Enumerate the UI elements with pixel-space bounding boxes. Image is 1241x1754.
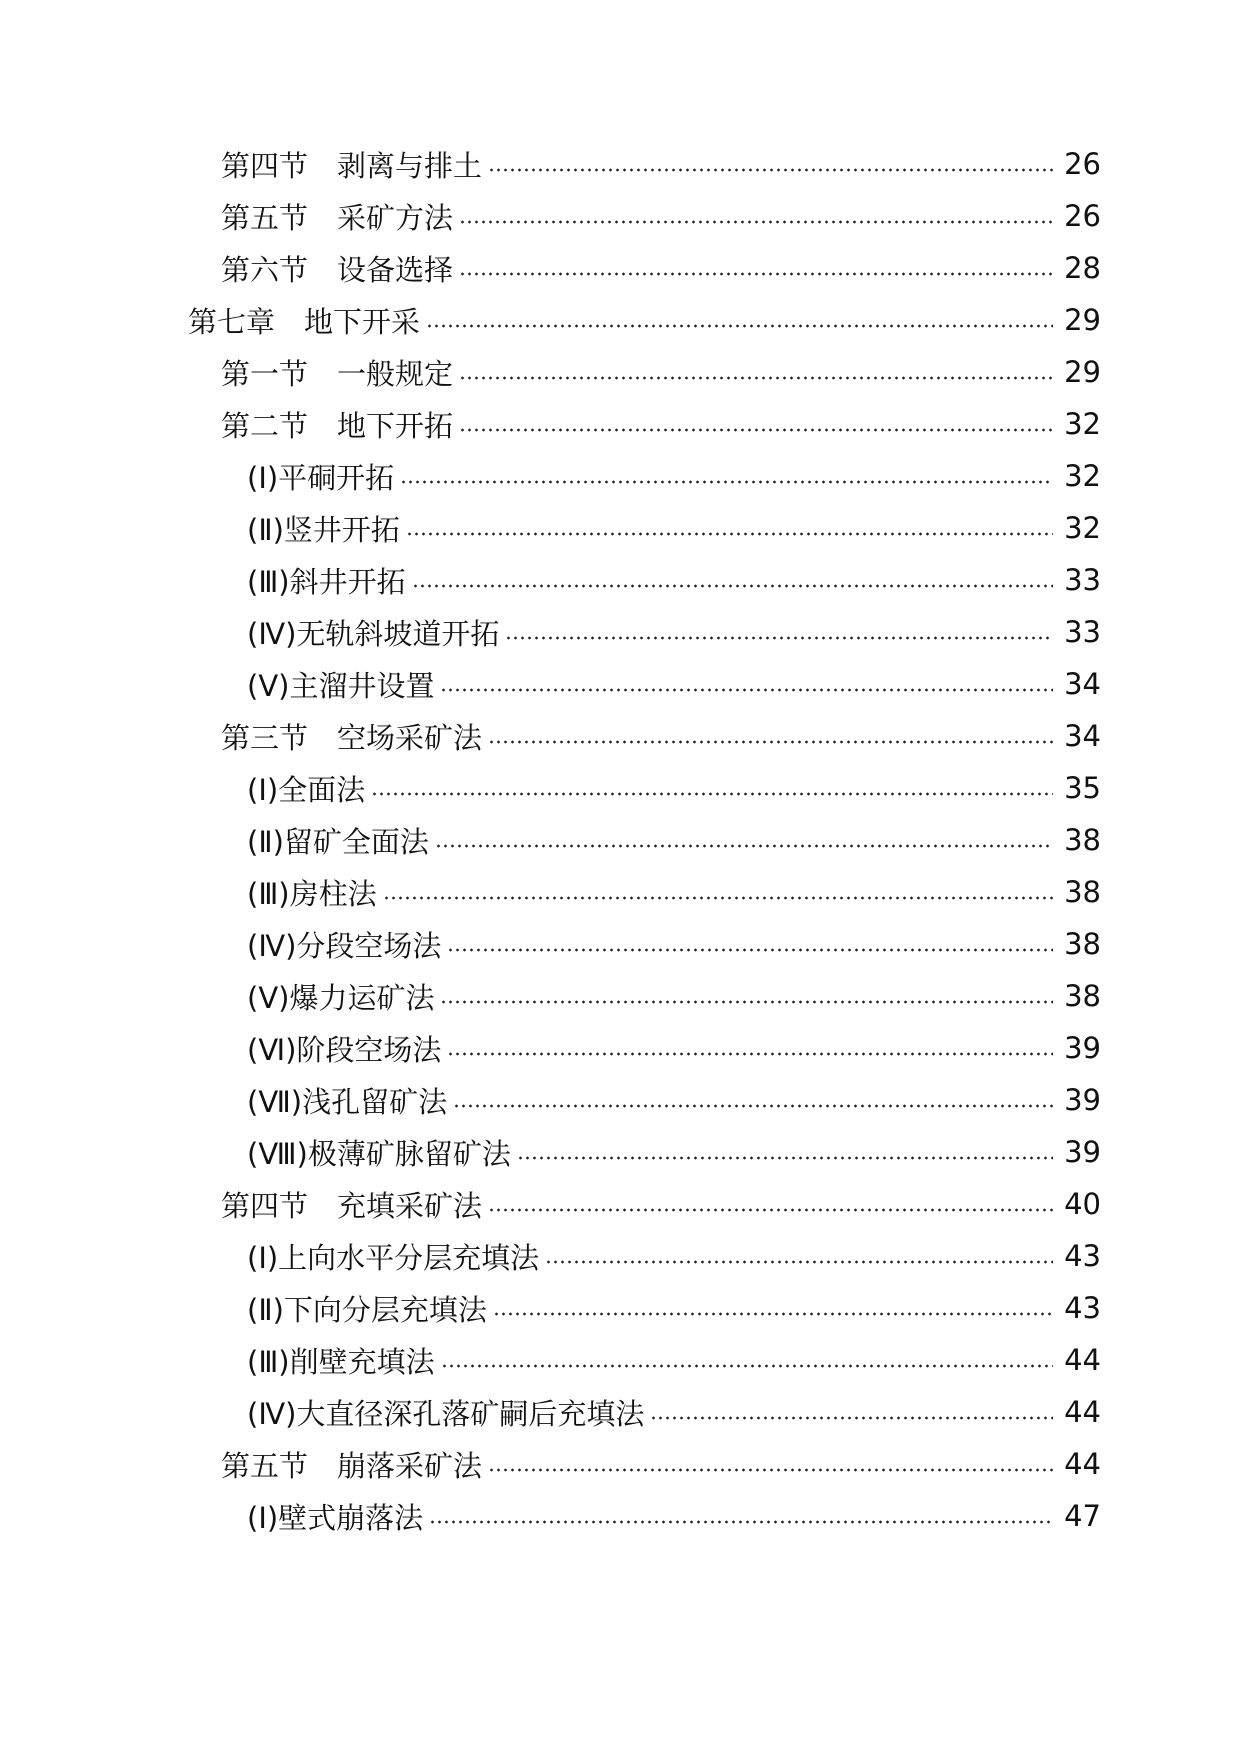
dot-leader — [412, 584, 1053, 588]
toc-entry-page-number: 32 — [1064, 459, 1101, 493]
toc-entry-title: (Ⅷ)极薄矿脉留矿法 — [247, 1136, 511, 1171]
toc-entry-title: (Ⅳ)大直径深孔落矿嗣后充填法 — [247, 1396, 645, 1431]
toc-entry-sub[interactable] — [0, 866, 1241, 918]
dot-leader — [447, 948, 1053, 952]
toc-entry-page-number: 33 — [1064, 615, 1101, 649]
dot-leader — [453, 1104, 1053, 1108]
toc-entry-page-number: 26 — [1064, 147, 1101, 181]
toc-entry-section[interactable] — [0, 138, 1241, 190]
toc-entry-page-number: 34 — [1064, 719, 1101, 753]
dot-leader — [488, 168, 1053, 172]
toc-entry-section[interactable] — [0, 1438, 1241, 1490]
dot-leader — [447, 1052, 1053, 1056]
toc-entry-title: (Ⅱ)竖井开拓 — [247, 512, 400, 547]
toc-entry-title: (Ⅱ)下向分层充填法 — [247, 1292, 487, 1327]
toc-entry-section[interactable] — [0, 398, 1241, 450]
dot-leader — [493, 1312, 1053, 1316]
toc-entry-sub[interactable] — [0, 918, 1241, 970]
toc-entry-sub[interactable] — [0, 554, 1241, 606]
toc-entry-page-number: 34 — [1064, 667, 1101, 701]
toc-entry-title: (Ⅲ)斜井开拓 — [247, 564, 406, 599]
toc-entry-page-number: 38 — [1064, 927, 1101, 961]
toc-entry-sub[interactable] — [0, 1126, 1241, 1178]
dot-leader — [429, 1520, 1053, 1524]
dot-leader — [459, 272, 1053, 276]
toc-entry-sub[interactable] — [0, 1074, 1241, 1126]
dot-leader — [406, 532, 1053, 536]
toc-entry-title: (Ⅲ)削壁充填法 — [247, 1344, 435, 1379]
dot-leader — [459, 376, 1053, 380]
toc-entry-title: 第三节 空场采矿法 — [221, 720, 483, 755]
dot-leader — [488, 1208, 1053, 1212]
dot-leader — [459, 428, 1053, 432]
dot-leader — [426, 324, 1053, 328]
toc-entry-page-number: 40 — [1064, 1187, 1101, 1221]
dot-leader — [545, 1260, 1053, 1264]
toc-entry-page-number: 32 — [1064, 511, 1101, 545]
toc-entry-title: 第七章 地下开采 — [188, 304, 421, 339]
toc-entry-page-number: 26 — [1064, 199, 1101, 233]
toc-entry-sub[interactable] — [0, 970, 1241, 1022]
toc-entry-title: (Ⅱ)留矿全面法 — [247, 824, 429, 859]
toc-entry-page-number: 32 — [1064, 407, 1101, 441]
toc-entry-sub[interactable] — [0, 1490, 1241, 1542]
toc-entry-title: (Ⅰ)上向水平分层充填法 — [247, 1240, 540, 1275]
toc-entry-page-number: 44 — [1064, 1395, 1101, 1429]
toc-entry-page-number: 39 — [1064, 1083, 1101, 1117]
toc-entry-title: (Ⅵ)阶段空场法 — [247, 1032, 442, 1067]
toc-entry-page-number: 47 — [1064, 1499, 1101, 1533]
toc-entry-page-number: 29 — [1064, 303, 1101, 337]
dot-leader — [440, 1000, 1053, 1004]
toc-entry-sub[interactable] — [0, 1282, 1241, 1334]
toc-entry-title: 第四节 充填采矿法 — [221, 1188, 483, 1223]
toc-entry-section[interactable] — [0, 190, 1241, 242]
dot-leader — [505, 636, 1053, 640]
dot-leader — [371, 792, 1053, 796]
toc-entry-title: 第五节 采矿方法 — [221, 200, 454, 235]
toc-entry-page-number: 38 — [1064, 875, 1101, 909]
toc-entry-page-number: 43 — [1064, 1239, 1101, 1273]
toc-entry-page-number: 44 — [1064, 1343, 1101, 1377]
toc-entry-page-number: 39 — [1064, 1135, 1101, 1169]
toc-entry-section[interactable] — [0, 346, 1241, 398]
toc-entry-title: 第一节 一般规定 — [221, 356, 454, 391]
toc-entry-title: (Ⅰ)壁式崩落法 — [247, 1500, 424, 1535]
toc-entry-title: (Ⅶ)浅孔留矿法 — [247, 1084, 448, 1119]
dot-leader — [383, 896, 1053, 900]
toc-entry-page-number: 29 — [1064, 355, 1101, 389]
toc-entry-sub[interactable] — [0, 814, 1241, 866]
toc-entry-page-number: 38 — [1064, 823, 1101, 857]
toc-entry-sub[interactable] — [0, 1022, 1241, 1074]
toc-entry-chapter[interactable] — [0, 294, 1241, 346]
dot-leader — [517, 1156, 1053, 1160]
toc-entry-page-number: 38 — [1064, 979, 1101, 1013]
toc-entry-page-number: 33 — [1064, 563, 1101, 597]
toc-entry-page-number: 35 — [1064, 771, 1101, 805]
dot-leader — [488, 740, 1053, 744]
toc-entry-title: (Ⅰ)全面法 — [247, 772, 366, 807]
toc-entry-sub[interactable] — [0, 606, 1241, 658]
toc-entry-title: 第五节 崩落采矿法 — [221, 1448, 483, 1483]
toc-entry-sub[interactable] — [0, 502, 1241, 554]
dot-leader — [440, 688, 1053, 692]
toc-entry-section[interactable] — [0, 710, 1241, 762]
toc-entry-page-number: 28 — [1064, 251, 1101, 285]
toc-entry-title: (Ⅰ)平硐开拓 — [247, 460, 395, 495]
toc-entry-sub[interactable] — [0, 658, 1241, 710]
toc-entry-section[interactable] — [0, 242, 1241, 294]
toc-entry-sub[interactable] — [0, 1386, 1241, 1438]
toc-entry-title: (Ⅴ)主溜井设置 — [247, 668, 435, 703]
toc-entry-title: 第四节 剥离与排土 — [221, 148, 483, 183]
toc-entry-title: (Ⅲ)房柱法 — [247, 876, 377, 911]
dot-leader — [488, 1468, 1053, 1472]
toc-entry-page-number: 44 — [1064, 1447, 1101, 1481]
toc-entry-sub[interactable] — [0, 762, 1241, 814]
dot-leader — [435, 844, 1053, 848]
toc-entry-page-number: 39 — [1064, 1031, 1101, 1065]
toc-entry-section[interactable] — [0, 1178, 1241, 1230]
dot-leader — [441, 1364, 1053, 1368]
toc-entry-title: (Ⅴ)爆力运矿法 — [247, 980, 435, 1015]
dot-leader — [650, 1416, 1053, 1420]
toc-entry-title: 第六节 设备选择 — [221, 252, 454, 287]
table-of-contents — [0, 138, 1241, 1542]
dot-leader — [459, 220, 1053, 224]
toc-entry-title: (Ⅳ)无轨斜坡道开拓 — [247, 616, 500, 651]
dot-leader — [400, 480, 1053, 484]
toc-entry-title: 第二节 地下开拓 — [221, 408, 454, 443]
toc-entry-title: (Ⅳ)分段空场法 — [247, 928, 442, 963]
toc-entry-sub[interactable] — [0, 450, 1241, 502]
toc-entry-sub[interactable] — [0, 1334, 1241, 1386]
toc-entry-sub[interactable] — [0, 1230, 1241, 1282]
toc-entry-page-number: 43 — [1064, 1291, 1101, 1325]
